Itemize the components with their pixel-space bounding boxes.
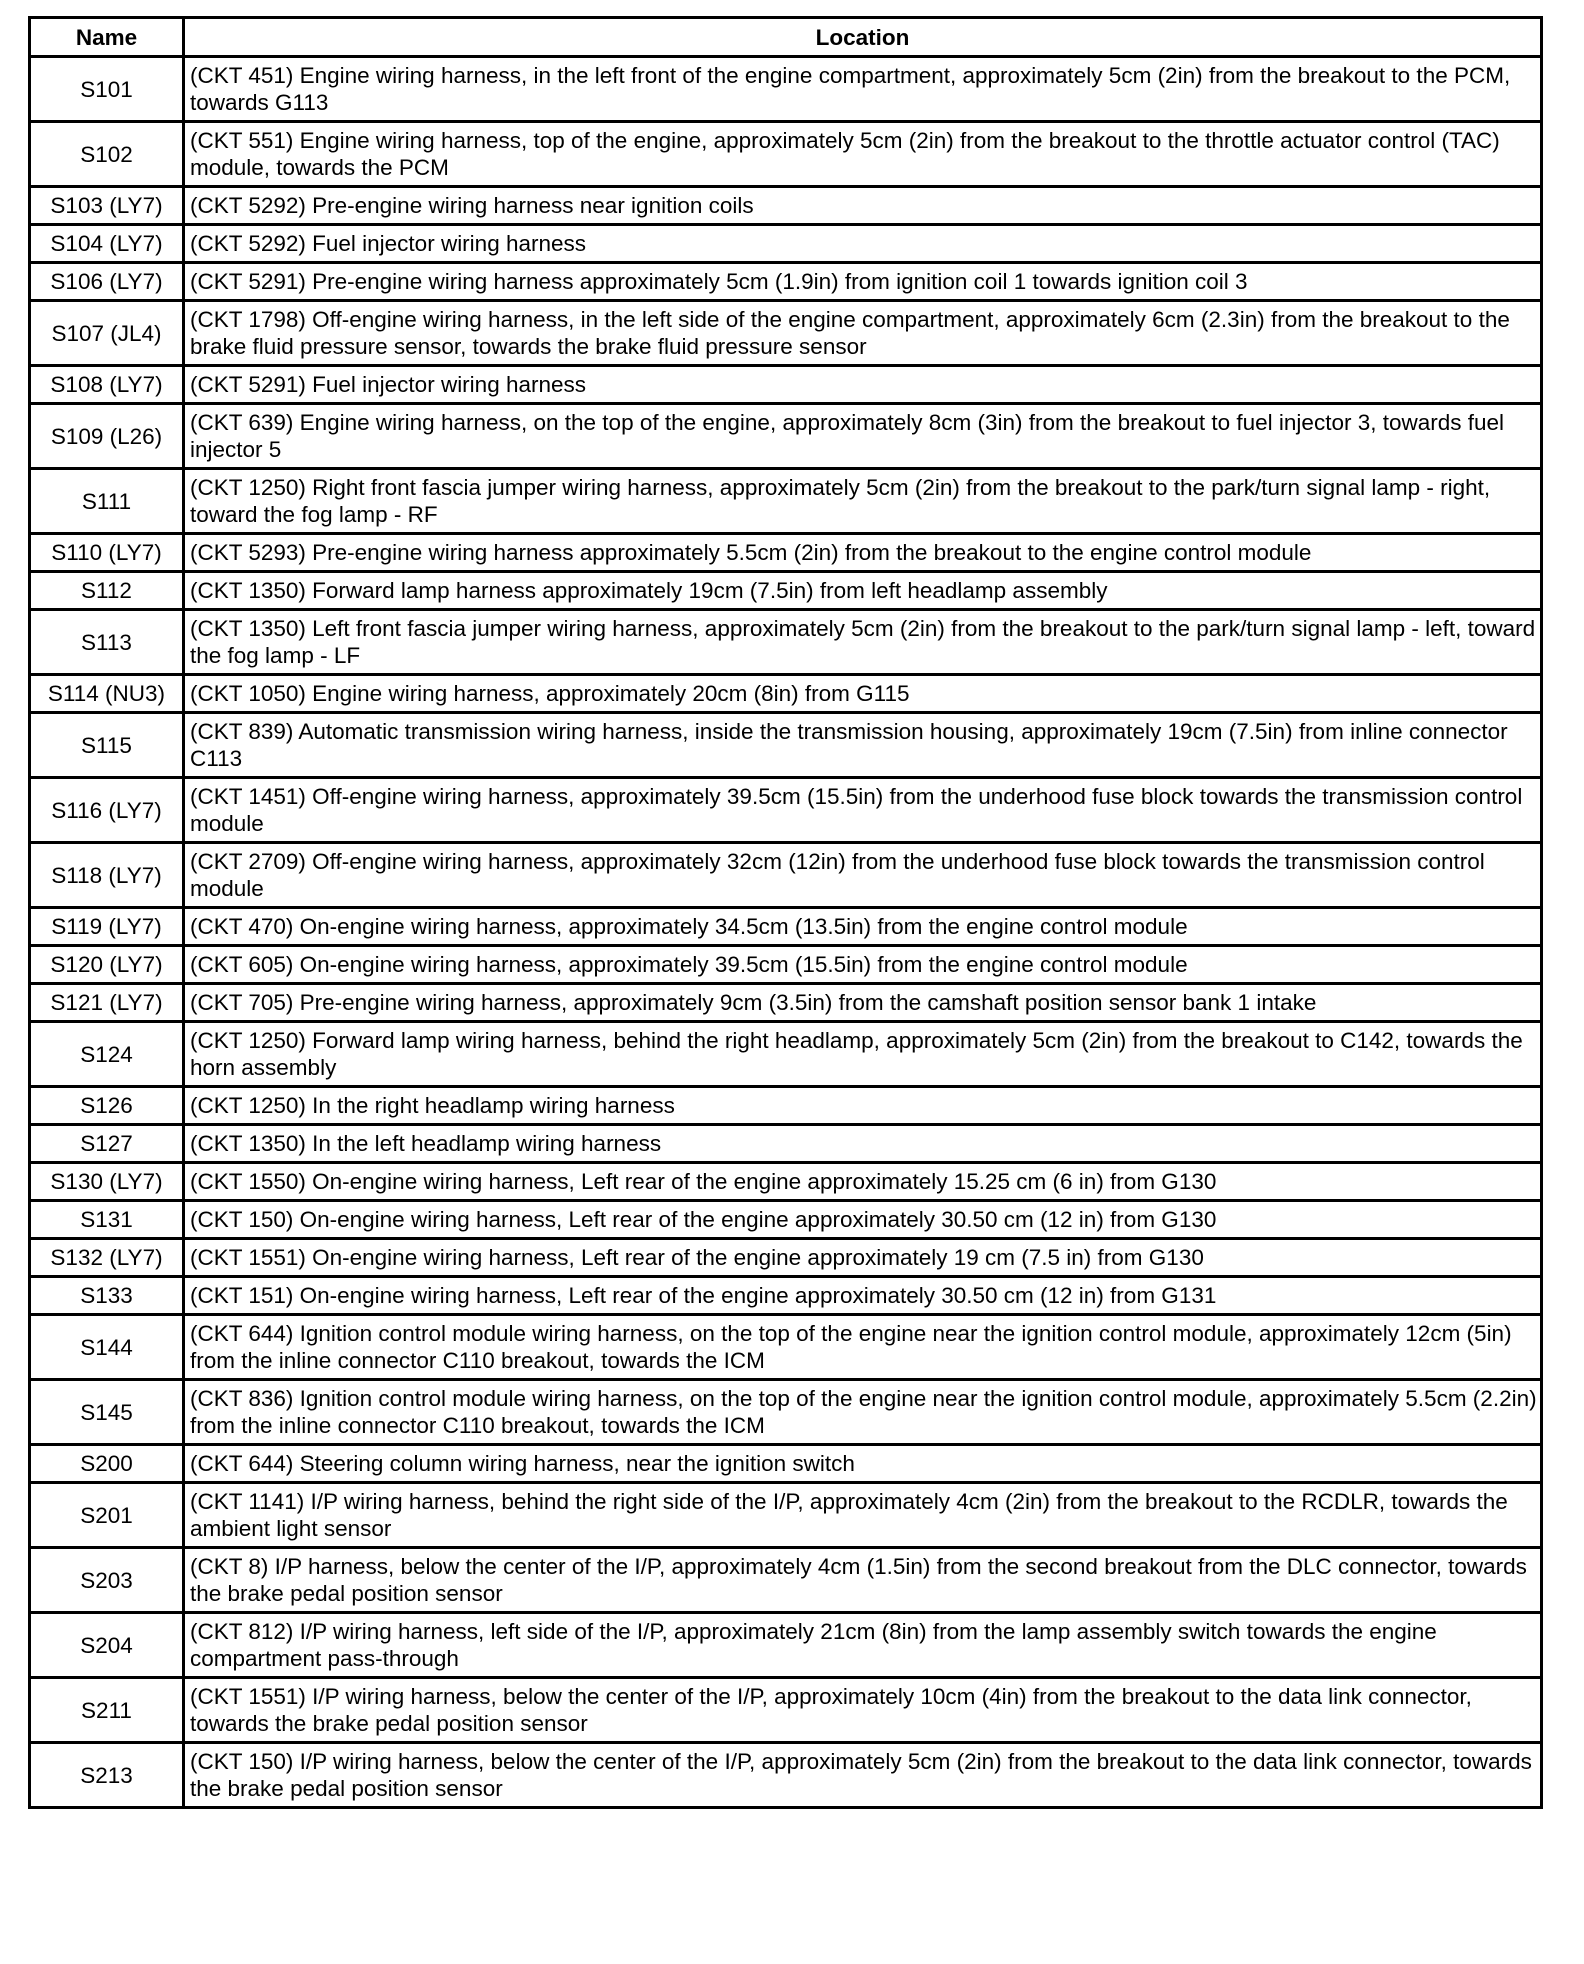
- column-header-location: Location: [184, 18, 1542, 57]
- splice-location-cell: (CKT 1250) Forward lamp wiring harness, behind the right headlamp, approximately 5cm (2in) from the breakout to C142, towards the horn assembly: [184, 1022, 1542, 1087]
- splice-location-cell: (CKT 5292) Fuel injector wiring harness: [184, 225, 1542, 263]
- splice-name-cell: S204: [30, 1613, 184, 1678]
- splice-name-cell: S112: [30, 572, 184, 610]
- splice-name-cell: S104 (LY7): [30, 225, 184, 263]
- splice-location-cell: (CKT 836) Ignition control module wiring harness, on the top of the engine near the ignition control module, approximately 5.5cm (2.2in) from the inline connector C110 breakout, towards the ICM: [184, 1380, 1542, 1445]
- splice-location-cell: (CKT 644) Steering column wiring harness, near the ignition switch: [184, 1445, 1542, 1483]
- splice-name-cell: S203: [30, 1548, 184, 1613]
- splice-name-cell: S127: [30, 1125, 184, 1163]
- splice-name-cell: S109 (L26): [30, 404, 184, 469]
- table-row: [30, 1087, 1542, 1125]
- splice-name-cell: S130 (LY7): [30, 1163, 184, 1201]
- splice-name-cell: S121 (LY7): [30, 984, 184, 1022]
- splice-location-cell: (CKT 1050) Engine wiring harness, approximately 20cm (8in) from G115: [184, 675, 1542, 713]
- table-row: [30, 534, 1542, 572]
- splice-location-cell: (CKT 1551) I/P wiring harness, below the center of the I/P, approximately 10cm (4in) from the breakout to the data link connector, towards the brake pedal position sensor: [184, 1678, 1542, 1743]
- splice-location-cell: (CKT 5291) Pre-engine wiring harness approximately 5cm (1.9in) from ignition coil 1 towards ignition coil 3: [184, 263, 1542, 301]
- table-row: [30, 1239, 1542, 1277]
- splice-location-cell: (CKT 1250) In the right headlamp wiring harness: [184, 1087, 1542, 1125]
- table-row: [30, 57, 1542, 122]
- splice-location-table: [28, 16, 1543, 1809]
- splice-name-cell: S144: [30, 1315, 184, 1380]
- table-row: [30, 1613, 1542, 1678]
- splice-location-cell: (CKT 1350) Forward lamp harness approximately 19cm (7.5in) from left headlamp assembly: [184, 572, 1542, 610]
- splice-location-cell: (CKT 644) Ignition control module wiring harness, on the top of the engine near the ignition control module, approximately 12cm (5in) from the inline connector C110 breakout, towards the ICM: [184, 1315, 1542, 1380]
- splice-location-cell: (CKT 8) I/P harness, below the center of the I/P, approximately 4cm (1.5in) from the second breakout from the DLC connector, towards the brake pedal position sensor: [184, 1548, 1542, 1613]
- splice-name-cell: S124: [30, 1022, 184, 1087]
- splice-location-cell: (CKT 151) On-engine wiring harness, Left rear of the engine approximately 30.50 cm (12 in) from G131: [184, 1277, 1542, 1315]
- splice-location-cell: (CKT 705) Pre-engine wiring harness, approximately 9cm (3.5in) from the camshaft position sensor bank 1 intake: [184, 984, 1542, 1022]
- splice-name-cell: S132 (LY7): [30, 1239, 184, 1277]
- table-row: [30, 301, 1542, 366]
- splice-name-cell: S111: [30, 469, 184, 534]
- splice-name-cell: S118 (LY7): [30, 843, 184, 908]
- splice-location-cell: (CKT 639) Engine wiring harness, on the top of the engine, approximately 8cm (3in) from the breakout to fuel injector 3, towards fuel injector 5: [184, 404, 1542, 469]
- table-row: [30, 1201, 1542, 1239]
- splice-location-cell: (CKT 839) Automatic transmission wiring harness, inside the transmission housing, approximately 19cm (7.5in) from inline connector C113: [184, 713, 1542, 778]
- splice-location-cell: (CKT 605) On-engine wiring harness, approximately 39.5cm (15.5in) from the engine control module: [184, 946, 1542, 984]
- splice-name-cell: S103 (LY7): [30, 187, 184, 225]
- table-row: [30, 1277, 1542, 1315]
- splice-location-cell: (CKT 1141) I/P wiring harness, behind the right side of the I/P, approximately 4cm (2in) from the breakout to the RCDLR, towards the ambient light sensor: [184, 1483, 1542, 1548]
- table-row: [30, 778, 1542, 843]
- table-row: [30, 843, 1542, 908]
- table-row: [30, 1315, 1542, 1380]
- table-row: [30, 1022, 1542, 1087]
- splice-name-cell: S211: [30, 1678, 184, 1743]
- table-row: [30, 469, 1542, 534]
- table-row: [30, 1743, 1542, 1808]
- table-row: [30, 225, 1542, 263]
- splice-location-cell: (CKT 1551) On-engine wiring harness, Left rear of the engine approximately 19 cm (7.5 in) from G130: [184, 1239, 1542, 1277]
- table-row: [30, 984, 1542, 1022]
- splice-location-cell: (CKT 1798) Off-engine wiring harness, in the left side of the engine compartment, approximately 6cm (2.3in) from the breakout to the brake fluid pressure sensor, towards the brake fluid pressure sensor: [184, 301, 1542, 366]
- table-row: [30, 675, 1542, 713]
- splice-location-cell: (CKT 5291) Fuel injector wiring harness: [184, 366, 1542, 404]
- splice-name-cell: S131: [30, 1201, 184, 1239]
- splice-name-cell: S115: [30, 713, 184, 778]
- table-row: [30, 404, 1542, 469]
- table-row: [30, 946, 1542, 984]
- splice-name-cell: S213: [30, 1743, 184, 1808]
- splice-location-cell: (CKT 2709) Off-engine wiring harness, approximately 32cm (12in) from the underhood fuse block towards the transmission control module: [184, 843, 1542, 908]
- splice-name-cell: S120 (LY7): [30, 946, 184, 984]
- splice-name-cell: S113: [30, 610, 184, 675]
- splice-name-cell: S106 (LY7): [30, 263, 184, 301]
- table-body: [30, 57, 1542, 1808]
- table-row: [30, 1445, 1542, 1483]
- column-header-name: Name: [30, 18, 184, 57]
- splice-name-cell: S108 (LY7): [30, 366, 184, 404]
- table-row: [30, 366, 1542, 404]
- table-row: [30, 187, 1542, 225]
- splice-location-cell: (CKT 551) Engine wiring harness, top of the engine, approximately 5cm (2in) from the breakout to the throttle actuator control (TAC) module, towards the PCM: [184, 122, 1542, 187]
- table-row: [30, 1678, 1542, 1743]
- splice-location-cell: (CKT 1250) Right front fascia jumper wiring harness, approximately 5cm (2in) from the breakout to the park/turn signal lamp - right, toward the fog lamp - RF: [184, 469, 1542, 534]
- table-row: [30, 1380, 1542, 1445]
- splice-name-cell: S101: [30, 57, 184, 122]
- splice-location-cell: (CKT 451) Engine wiring harness, in the left front of the engine compartment, approximately 5cm (2in) from the breakout to the PCM, towards G113: [184, 57, 1542, 122]
- table-row: [30, 572, 1542, 610]
- splice-location-cell: (CKT 5292) Pre-engine wiring harness near ignition coils: [184, 187, 1542, 225]
- table-row: [30, 122, 1542, 187]
- splice-location-cell: (CKT 1451) Off-engine wiring harness, approximately 39.5cm (15.5in) from the underhood fuse block towards the transmission control module: [184, 778, 1542, 843]
- table-row: [30, 1125, 1542, 1163]
- splice-name-cell: S201: [30, 1483, 184, 1548]
- table-row: [30, 1483, 1542, 1548]
- splice-location-cell: (CKT 812) I/P wiring harness, left side of the I/P, approximately 21cm (8in) from the lamp assembly switch towards the engine compartment pass-through: [184, 1613, 1542, 1678]
- table-row: [30, 713, 1542, 778]
- table-row: [30, 263, 1542, 301]
- splice-location-cell: (CKT 470) On-engine wiring harness, approximately 34.5cm (13.5in) from the engine control module: [184, 908, 1542, 946]
- splice-location-cell: (CKT 150) On-engine wiring harness, Left rear of the engine approximately 30.50 cm (12 in) from G130: [184, 1201, 1542, 1239]
- splice-name-cell: S107 (JL4): [30, 301, 184, 366]
- splice-location-cell: (CKT 5293) Pre-engine wiring harness approximately 5.5cm (2in) from the breakout to the engine control module: [184, 534, 1542, 572]
- splice-name-cell: S200: [30, 1445, 184, 1483]
- table-row: [30, 610, 1542, 675]
- splice-location-cell: (CKT 1350) Left front fascia jumper wiring harness, approximately 5cm (2in) from the breakout to the park/turn signal lamp - left, toward the fog lamp - LF: [184, 610, 1542, 675]
- splice-location-cell: (CKT 1350) In the left headlamp wiring harness: [184, 1125, 1542, 1163]
- splice-name-cell: S102: [30, 122, 184, 187]
- splice-name-cell: S110 (LY7): [30, 534, 184, 572]
- splice-name-cell: S133: [30, 1277, 184, 1315]
- table-row: [30, 1163, 1542, 1201]
- splice-location-cell: (CKT 1550) On-engine wiring harness, Left rear of the engine approximately 15.25 cm (6 in) from G130: [184, 1163, 1542, 1201]
- splice-name-cell: S126: [30, 1087, 184, 1125]
- splice-name-cell: S116 (LY7): [30, 778, 184, 843]
- splice-location-cell: (CKT 150) I/P wiring harness, below the center of the I/P, approximately 5cm (2in) from the breakout to the data link connector, towards the brake pedal position sensor: [184, 1743, 1542, 1808]
- splice-name-cell: S114 (NU3): [30, 675, 184, 713]
- table-row: [30, 908, 1542, 946]
- splice-name-cell: S119 (LY7): [30, 908, 184, 946]
- header-row: [30, 18, 1542, 57]
- splice-name-cell: S145: [30, 1380, 184, 1445]
- table-row: [30, 1548, 1542, 1613]
